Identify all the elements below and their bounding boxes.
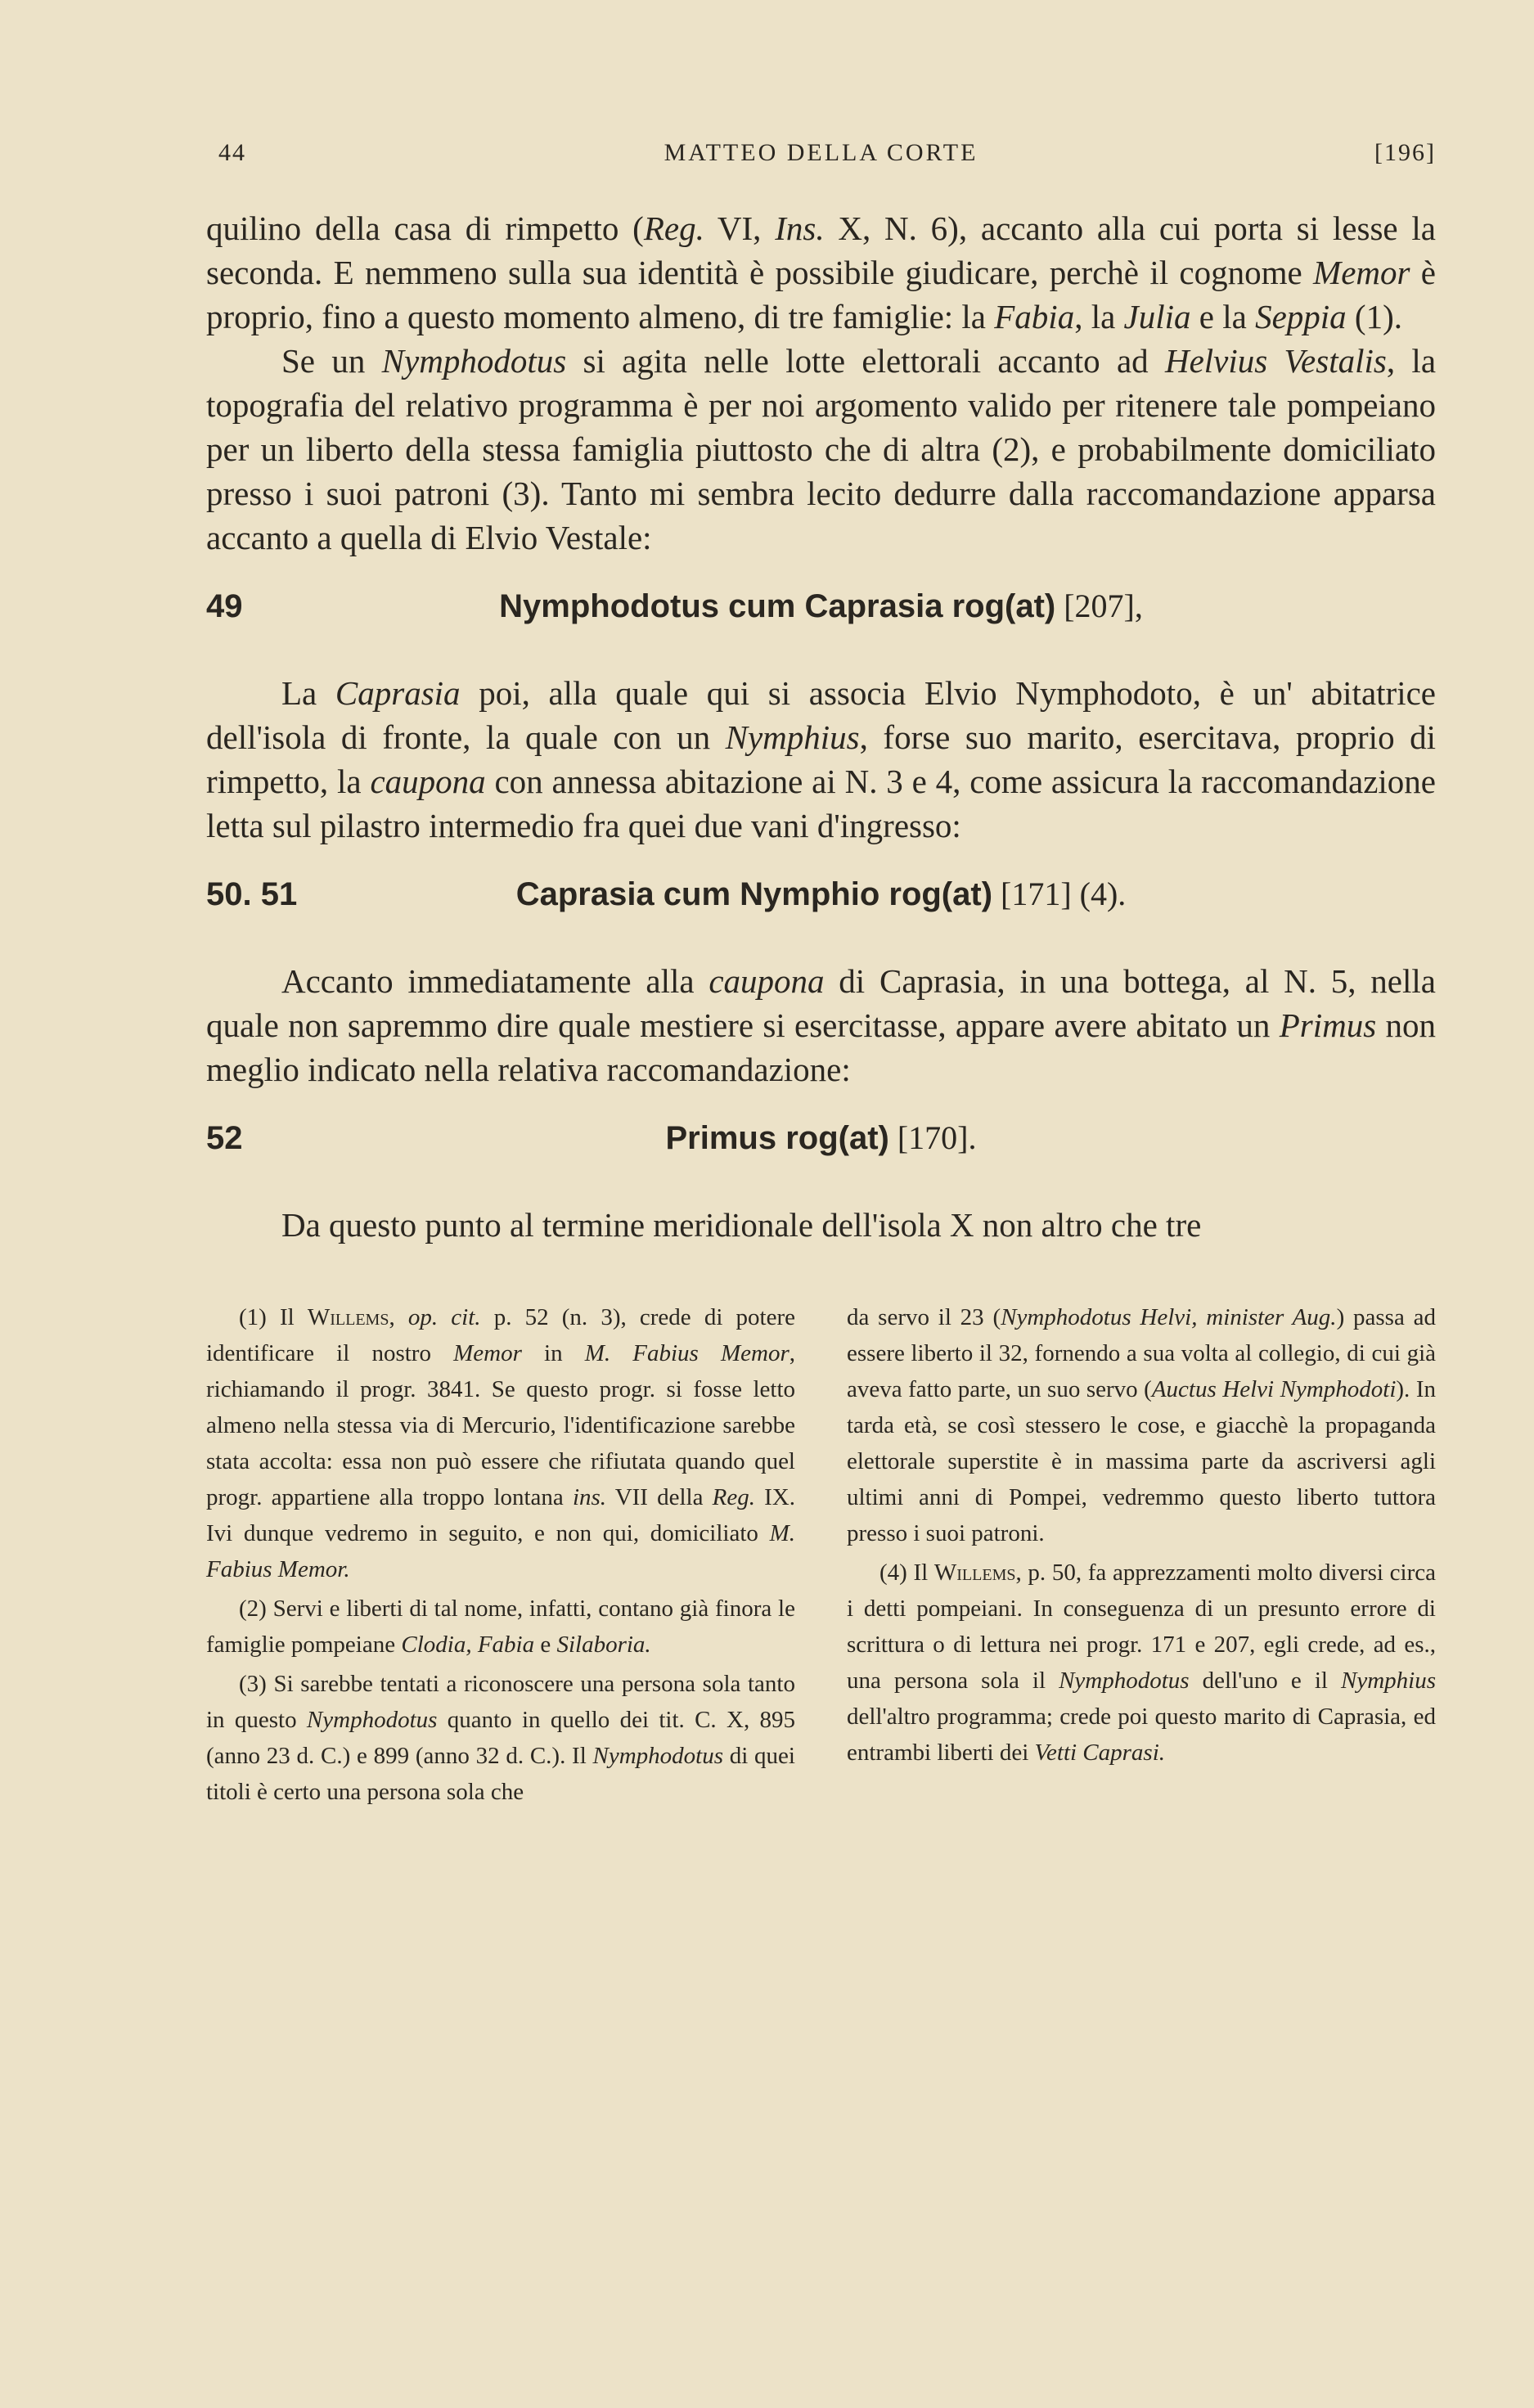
italic-run: M. Fabius Memor xyxy=(584,1340,789,1366)
italic-run: Nymphodotus xyxy=(381,342,567,380)
italic-run: Reg. xyxy=(643,209,704,247)
text-run: dell'altro programma; crede poi questo marito di Caprasia, ed entrambi liberti dei xyxy=(847,1704,1436,1766)
footnote-3 xyxy=(206,1666,795,1810)
paragraph-4 xyxy=(206,959,1436,1091)
inscription-ref: [170]. xyxy=(888,1119,977,1156)
italic-run: Caprasia xyxy=(335,674,461,712)
text-run: e la xyxy=(1190,298,1256,335)
text-run: di Caprasia, in una bottega, al N. 5, nella quale non sapremmo dire quale mestiere si esercitasse, appare avere abitato un xyxy=(206,962,1436,1044)
text-run: , la topografia del relativo programma è per noi argomento valido per ritenere tale pompeiano per un liberto della stessa famiglia piuttosto che di altra (2), e probabilmente domiciliato presso i suoi patroni (3). Tanto mi sembra lecito dedurre dalla raccomandazione apparsa accanto a quella di Elvio Vestale: xyxy=(206,342,1437,556)
text-run: con annessa abitazione ai N. 3 e 4, come assicura la raccomandazione letta sul pilastro intermedio fra quei due vani d'ingresso: xyxy=(206,763,1436,844)
text-run: , la xyxy=(1074,298,1124,335)
bracket-page-ref: [196] xyxy=(1374,139,1436,166)
italic-run: caupona xyxy=(709,962,825,1000)
italic-run: op. cit. xyxy=(407,1304,481,1330)
text-run: di quei titoli è certo una persona sola che xyxy=(206,1743,795,1805)
italic-run: Nymphodotus xyxy=(1059,1668,1190,1694)
italic-run: Nymphodotus xyxy=(306,1707,438,1733)
italic-run: Nymphius xyxy=(725,718,860,756)
text-run: , xyxy=(389,1304,408,1330)
text-run: si agita nelle lotte elettorali accanto ad xyxy=(566,342,1165,380)
italic-run: Memor xyxy=(1313,254,1410,291)
text-run: Accanto immediatamente alla xyxy=(281,962,709,1000)
text-run: in xyxy=(521,1340,585,1366)
italic-run: Auctus Helvi Nymphodoti xyxy=(1151,1376,1397,1402)
italic-run: Julia xyxy=(1123,298,1191,335)
paragraph-2 xyxy=(206,339,1436,560)
text-run: (4) Il xyxy=(879,1560,934,1586)
italic-run: Ins. xyxy=(775,209,825,247)
inscription-text: Primus rog(at) xyxy=(665,1120,889,1156)
running-title: MATTEO DELLA CORTE xyxy=(664,139,978,166)
footnote-3-continued xyxy=(847,1299,1436,1551)
text-run: (3) Si sarebbe tentati a riconoscere una persona sola tanto in questo xyxy=(206,1671,795,1733)
text-run: (1) Il xyxy=(239,1304,308,1330)
text-run: X, N. 6), accanto alla cui porta si lesse la seconda. E nemmeno sulla sua identità è possibile giudicare, perchè il cognome xyxy=(206,209,1436,291)
italic-run: ins. xyxy=(572,1484,607,1510)
inscription-number: 52 xyxy=(206,1120,243,1156)
footnote-4 xyxy=(847,1555,1436,1771)
page-number: 44 xyxy=(218,139,246,166)
text-run: p. 52 (n. 3), crede di potere identificare il nostro xyxy=(206,1304,796,1366)
paragraph-5 xyxy=(206,1203,1436,1247)
text-run: , richiamando il progr. 3841. Se questo progr. si fosse letto almeno nella stessa via di Mercurio, l'identificazione sarebbe stata accolta: essa non può essere che rifiutata quando quel progr. appartiene alla troppo lontana xyxy=(206,1340,795,1510)
italic-run: Clodia, Fabia xyxy=(401,1632,535,1658)
italic-run: caupona xyxy=(370,763,486,800)
italic-run: Memor xyxy=(453,1340,522,1366)
text-run: Se un xyxy=(281,342,382,380)
italic-run: Nymphodotus xyxy=(592,1743,724,1769)
text-run: ). In tarda età, se così stessero le cose, e giacchè la propaganda elettorale superstite è in massima parte da ascriversi agli ultimi anni di Pompei, vedremmo questo liberto tuttora presso i suoi patroni. xyxy=(847,1376,1436,1546)
inscription-number: 49 xyxy=(206,588,243,624)
text-run: è proprio, fino a questo momento almeno, di tre famiglie: la xyxy=(206,254,1436,335)
text-run: da servo il 23 ( xyxy=(847,1304,1001,1330)
text-run: quanto in quello dei tit. C. X, 895 (anno 23 d. C.) e 899 (anno 32 d. C.). Il xyxy=(206,1707,796,1769)
text-run: VI, xyxy=(704,209,776,247)
text-run: ) passa ad essere liberto il 32, fornendo a sua volta al collegio, di cui già aveva fatto parte, un suo servo ( xyxy=(847,1304,1436,1402)
text-run: (1). xyxy=(1346,298,1402,335)
footnotes-left-column xyxy=(206,1299,795,1813)
italic-run: Nymphius xyxy=(1341,1668,1436,1694)
footnotes xyxy=(206,1299,1436,1813)
italic-run: Fabia xyxy=(994,298,1075,335)
inscription-52 xyxy=(206,1116,1436,1173)
footnote-1 xyxy=(206,1299,795,1587)
paragraph-3 xyxy=(206,671,1436,848)
text-run: La xyxy=(281,674,335,712)
inscription-text: Nymphodotus cum Caprasia rog(at) xyxy=(499,588,1056,624)
italic-run: Silaboria. xyxy=(556,1632,651,1658)
running-header xyxy=(206,139,1436,188)
text-run: Da questo punto al termine meridionale dell'isola X non altro che tre xyxy=(281,1206,1202,1244)
text-run: quilino della casa di rimpetto ( xyxy=(206,209,644,247)
italic-run: Primus xyxy=(1279,1006,1377,1044)
text-run: e xyxy=(534,1632,557,1658)
italic-run: Reg. xyxy=(712,1484,755,1510)
text-run: , p. 50, fa apprezzamenti molto diversi circa i detti pompeiani. In conseguenza di un presunto errore di scrittura o di lettura nei progr. 171 e 207, egli crede, ad es., una persona sola il xyxy=(847,1560,1436,1694)
italic-run: Vetti Caprasi. xyxy=(1034,1740,1166,1766)
italic-run: Seppia xyxy=(1255,298,1347,335)
inscription-number: 50. 51 xyxy=(206,876,298,912)
text-run: dell'uno e il xyxy=(1189,1668,1341,1694)
inscription-50-51 xyxy=(206,872,1436,929)
smallcaps-run: Willems xyxy=(933,1560,1016,1586)
inscription-ref: [171] (4). xyxy=(992,875,1127,912)
inscription-text: Caprasia cum Nymphio rog(at) xyxy=(515,876,993,912)
italic-run: Nymphodotus Helvi, minister Aug. xyxy=(1001,1304,1337,1330)
inscription-49 xyxy=(206,584,1436,641)
text-run: poi, alla quale qui si associa Elvio Nymphodoto, è un' abitatrice dell'isola di fronte, la quale con un xyxy=(206,674,1436,756)
main-text xyxy=(206,206,1436,1247)
inscription-ref: [207], xyxy=(1055,587,1143,624)
footnote-2 xyxy=(206,1591,795,1663)
italic-run: Helvius Vestalis xyxy=(1164,342,1387,380)
footnotes-right-column xyxy=(847,1299,1436,1813)
text-run: (2) Servi e liberti di tal nome, infatti, contano già finora le famiglie pompeiane xyxy=(206,1596,795,1658)
text-run: IX. Ivi dunque vedremo in seguito, e non qui, domiciliato xyxy=(206,1484,795,1546)
italic-run: M. Fabius Memor. xyxy=(206,1520,795,1582)
smallcaps-run: Willems xyxy=(307,1304,389,1330)
text-run: VII della xyxy=(606,1484,713,1510)
paragraph-1 xyxy=(206,206,1436,339)
text-run: non meglio indicato nella relativa raccomandazione: xyxy=(206,1006,1437,1088)
text-run: , forse suo marito, esercitava, proprio di rimpetto, la xyxy=(206,718,1436,800)
